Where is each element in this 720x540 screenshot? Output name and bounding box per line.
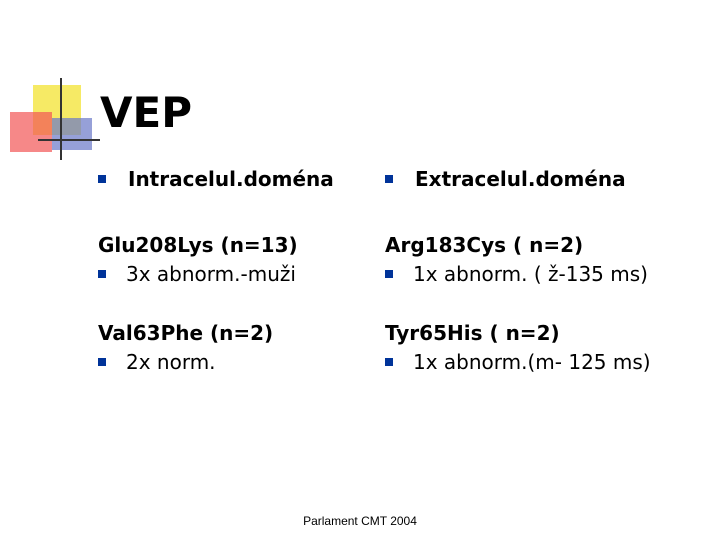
- square-bullet-icon: [385, 175, 393, 183]
- mutation-group: [98, 230, 428, 288]
- mutation-title: Glu208Lys (n=13): [98, 233, 298, 257]
- square-bullet-icon: [98, 358, 106, 366]
- mutation-title: Val63Phe (n=2): [98, 321, 274, 345]
- mutation-detail: 1x abnorm.(m- 125 ms): [413, 350, 651, 374]
- mutation-detail-row: [385, 260, 715, 288]
- left-heading: Intracelul.doména: [128, 167, 334, 191]
- square-bullet-icon: [98, 175, 106, 183]
- mutation-detail-row: [385, 348, 715, 376]
- mutation-title: Arg183Cys ( n=2): [385, 233, 584, 257]
- slide-logo-decoration: [0, 0, 110, 170]
- mutation-detail: 1x abnorm. ( ž-135 ms): [413, 262, 648, 286]
- mutation-title: Tyr65His ( n=2): [385, 321, 560, 345]
- square-bullet-icon: [98, 270, 106, 278]
- square-bullet-icon: [385, 270, 393, 278]
- right-column: [385, 164, 715, 376]
- mutation-detail-row: [98, 260, 428, 288]
- square-bullet-icon: [385, 358, 393, 366]
- slide-footer: Parlament CMT 2004: [303, 514, 417, 528]
- mutation-group: [385, 318, 715, 376]
- mutation-detail: 2x norm.: [126, 350, 216, 374]
- left-column: [98, 164, 428, 376]
- mutation-detail: 3x abnorm.-muži: [126, 262, 296, 286]
- right-heading-row: [385, 164, 715, 194]
- mutation-group: [385, 230, 715, 288]
- mutation-group: [98, 318, 428, 376]
- slide-title: VEP: [100, 88, 192, 137]
- mutation-detail-row: [98, 348, 428, 376]
- right-heading: Extracelul.doména: [415, 167, 626, 191]
- left-heading-row: [98, 164, 428, 194]
